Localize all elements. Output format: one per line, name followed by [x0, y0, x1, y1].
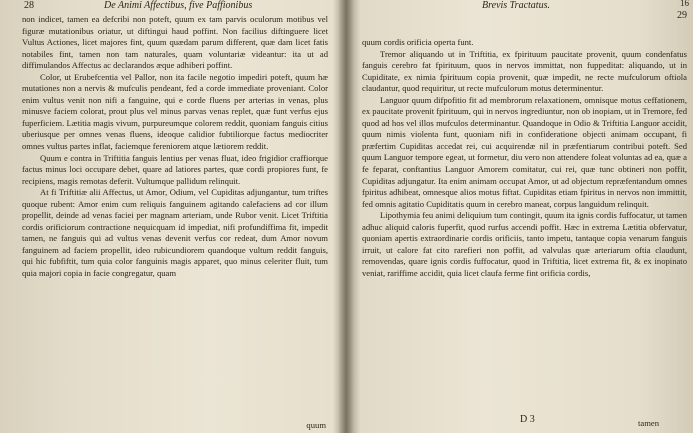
page-body [22, 14, 328, 280]
paragraph: Quum e contra in Triftitia fanguis lentius per venas fluat, ideo frigidior craffiorque factus minus loci occupare debet, quare ad latiores partes, quæ cordi propiores funt, fe recipiens, magis remotas deferit. Vultumque pallidum relinquit. [22, 152, 328, 186]
paragraph: At fi Triftitiæ alii Affectus, ut Amor, Odium, vel Cupiditas adjungantur, tum triftes quoque rubent: Amor enim cum reliquis fanguinem agitando calefaciens ad cor illum propellit, deinde ad venas faciei per magnam arteriam, unde Rubor venit. Licet Triftitia cordis orificiorum contractione nequicquam id impediat, nifi profundiffima fit, impedit tamen, ne fanguis qui ad vultus venas devenit verfus cor redeat, dum Amor novum fanguinem ad faciem propellit, ideo rubicundiorem quandoque vultum reddit fanguis, qui hic fubfiftit, tum quia color fanguinis magis apparet, quo minus celeriter fluit, tum quia majori copia in facie congregatur, quam [22, 187, 328, 279]
paragraph: Lipothymia feu animi deliquium tum contingit, quum ita ignis cordis fuffocatur, ut tamen adhuc aliquid caloris fuperfit, quod rurfus accendi poffit. Hæc in extrema Lætitia obfervatur, quoniam apertis extraordinarie cordis orificiis, tanto impetu, tantaque copia venarum fanguis irruit, ut calore fat cito rarefieri non poffit, ad valvulas quæ arteriarum oftia claudunt, removendas, quare ignis cordis fuffocatur, quod in Triftitia, licet extrema fit, & ex inopinato veniat, rariffime accidit, quia licet claufa ferme fint orificia cordis, [362, 210, 687, 278]
page-number: 28 [24, 0, 34, 11]
page-body [362, 37, 687, 279]
catchword: tamen [638, 418, 659, 428]
opening-line: quum cordis orificia operta funt. [362, 37, 474, 47]
paragraph: Color, ut Erubefcentia vel Pallor, non ita facile negotio impediri poteft, quum hæ mutationes non a nervis & mufculis pendeant, fed a corde immediate proveniant. Color enim vultus venit non nifi a fanguine, qui e corde fluens per arterias in venas, plus minusve faciem colorat, prout plus vel minus parvas venas replet, quæ funt verfus ejus fuperficiem. Lætitia magis vivum, purpureumque colorem reddit, quoniam fanguis citius uberiusque per omnes venas fluens, ideoque calidior fubtiliorque factus mediocriter omnes vultus partes inflat, faciemque fereniorem atque lætiorem reddit. [22, 71, 328, 152]
right-page [352, 0, 693, 433]
paragraph: non indicet, tamen ea defcribi non poteft, quum ex tam parvis oculorum motibus vel figuræ mutationibus oriatur, ut diftingui haud poffint. Non facilius diftinguere licet Vultus Actiones, licet majores fint, quum quædam parum different, quæ dam licet fatis notabiles fint, tamen non tam naturales, quam voluntariæ videantur: ita ut ad diffimulandos Affectus ac declarandos æque adhiberi poffint. [22, 14, 328, 71]
signature-mark: D 3 [520, 414, 535, 425]
corner-mark: 16 [680, 0, 689, 8]
catchword: quum [306, 420, 326, 430]
left-page [0, 0, 340, 433]
paragraph: Languor quum difpofitio fit ad membrorum relaxationem, omnisque motus ceffationem, ex paucitate provenit fpirituum, qui in nervos ingrediuntur, non ob inopiam, ut in Tremore, fed quod ad hos vel illos mufculos determinantur. Quandoque in Odio & Triftitia Languor accidit, quum nimis violenta funt, quoniam nifi in confideratione objecti animam occupant, fi præfertim Cupiditas accedat rei, cui acquirendæ nil in præfentiarum contribui poteft. Sed quum Languor tempore egeat, ut formetur, diu vero non attendere foleat voluntas ad ea, quæ a fe feparat, conftantius Languor Amorem comitatur, cui rei, quæ tunc obtineri non poffit, Cupiditas adjungatur. Ita enim animam occupat Amor, ut ad objectum repræfentandum omnes fpiritus adhibeat, omnesque alios motus fiftat. Cupiditas etiam fpiritus in nervos non immittit, fed omnis agitatio Cupiditatis quum in cerebro maneat, corpus languidum relinquit. [362, 94, 687, 209]
running-head: Brevis Tractatus. [482, 0, 550, 11]
page-number: 29 [677, 10, 687, 21]
paragraph: Tremor aliquando ut in Triftitia, ex fpirituum paucitate provenit, quum condenfatus fanguis cerebro fat fpirituum, quos in nervos immittat, non fuppeditat: aliquando, ut in Cupiditate, ex nimia fpirituum copia provenit, quæ impedit, ne recte mufculorum oftiola claudantur, quod requiritur, ut recte mufculorum motus determinentur. [362, 48, 687, 94]
running-head: De Animi Affectibus, five Paffionibus [104, 0, 253, 11]
